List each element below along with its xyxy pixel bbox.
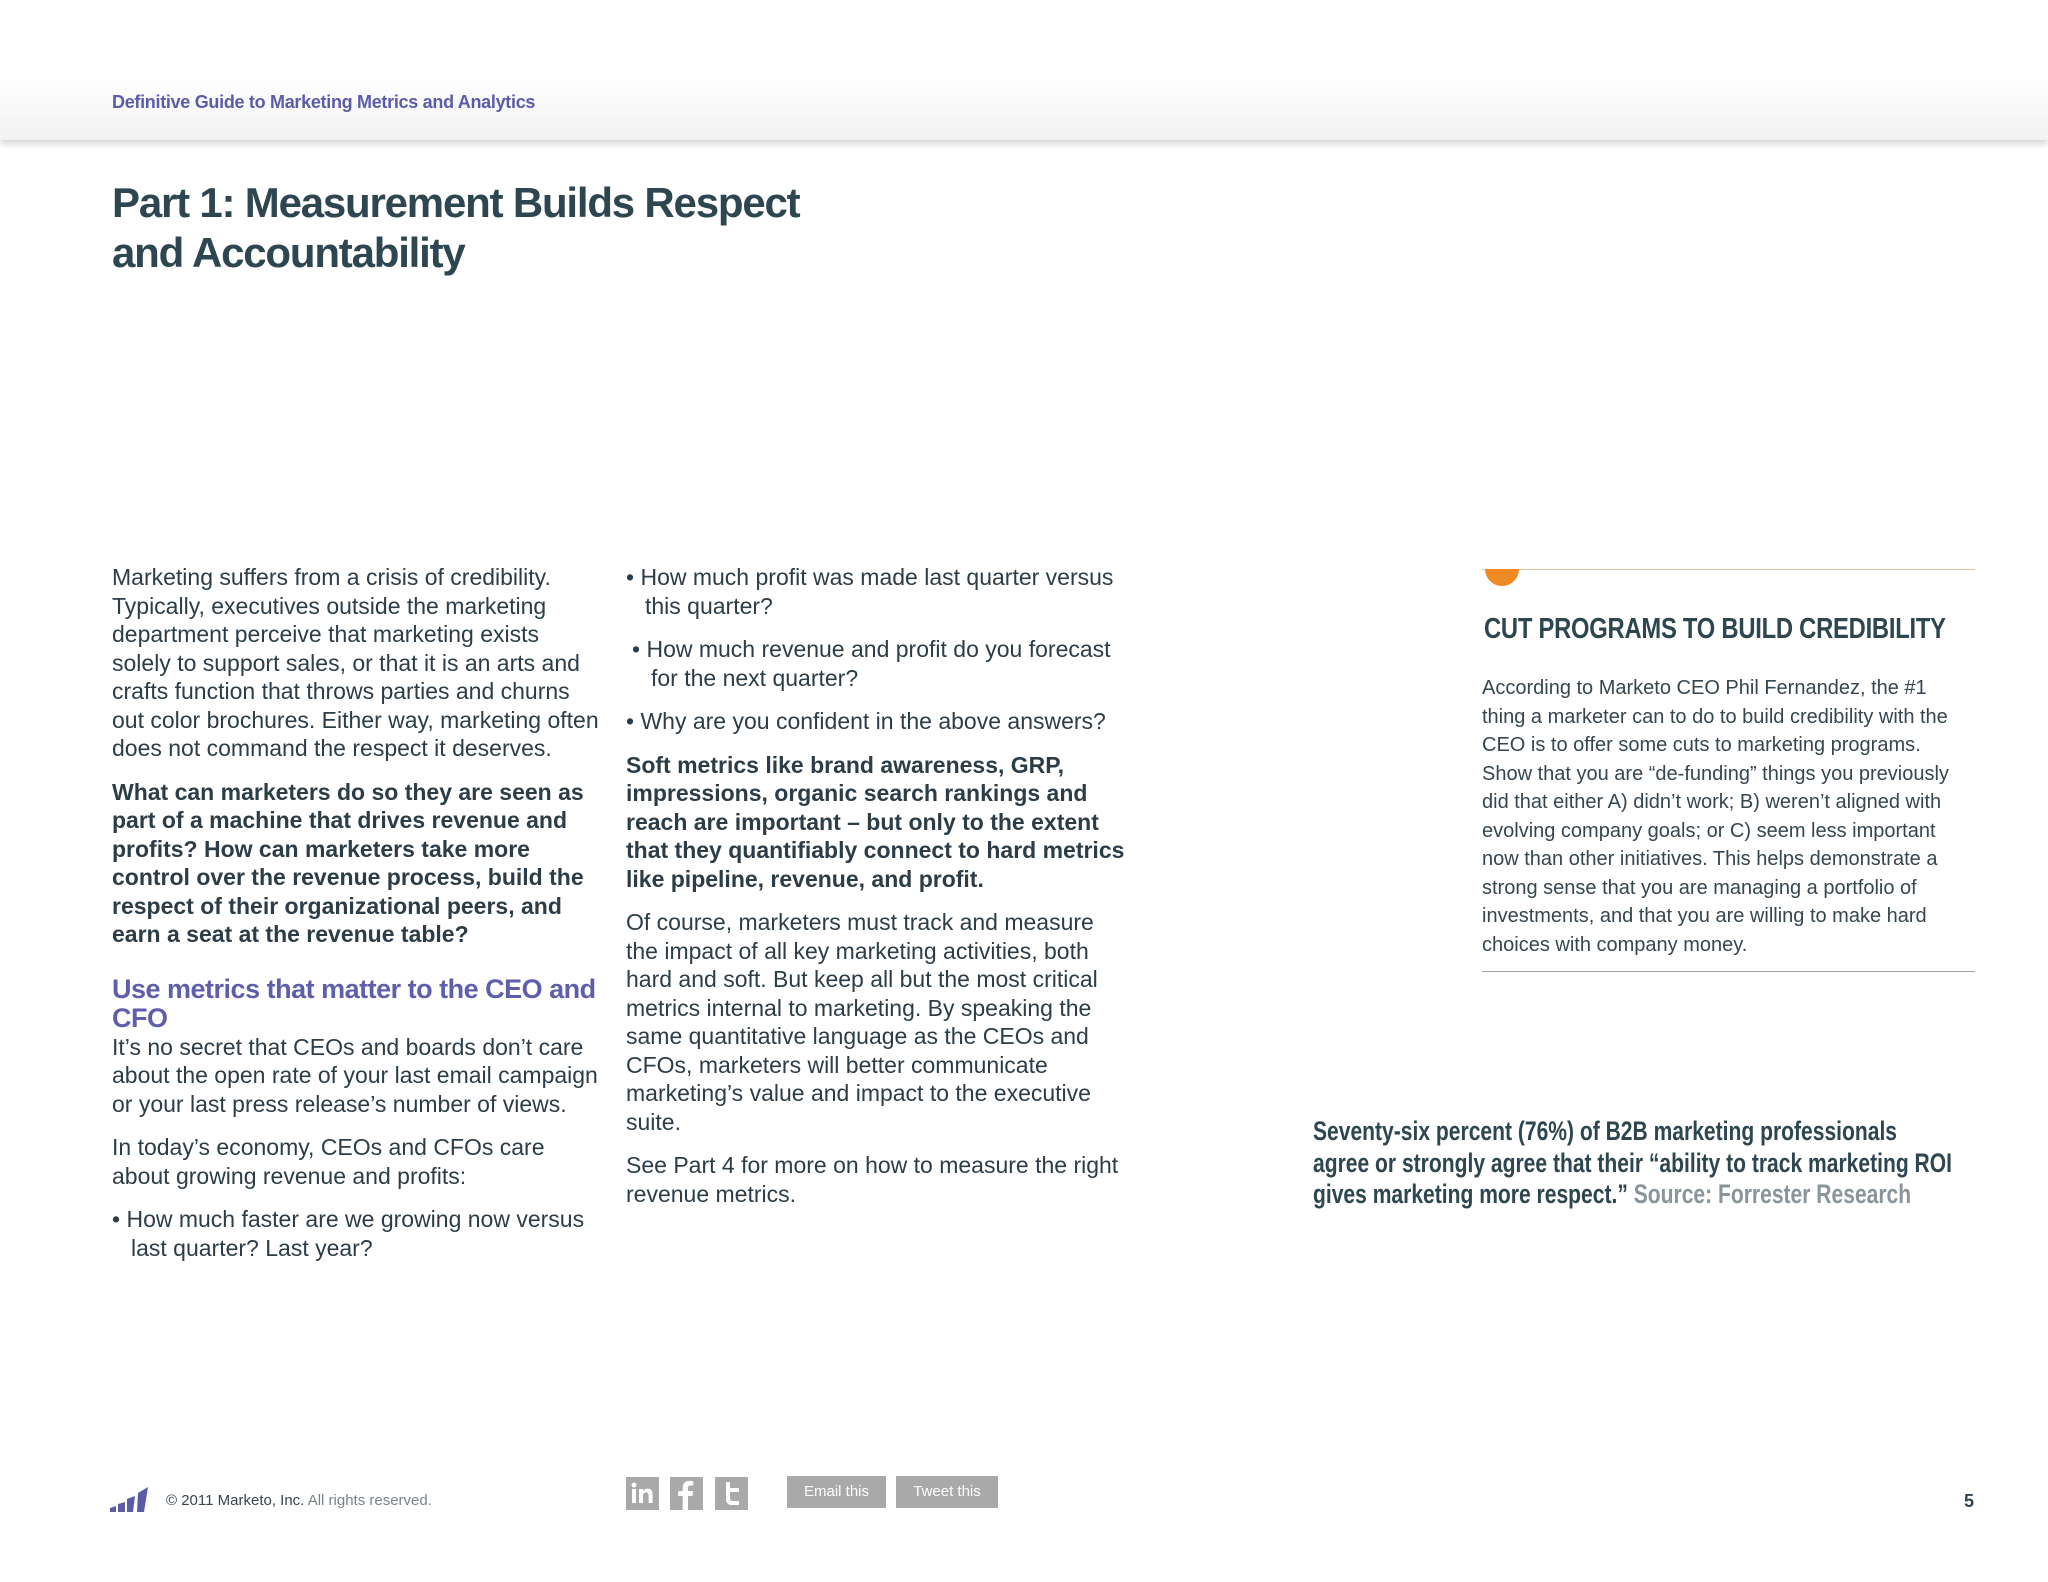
page-number: 5 [1964, 1491, 1975, 1511]
bullet-item: • How much faster are we growing now versus last quarter? Last year? [112, 1206, 585, 1261]
intro-paragraph: Marketing suffers from a crisis of credibility. Typically, executives outside the marketing department perceive that marketing exists solely to support sales, or that it is an arts and crafts function that throws parties and churns out color brochures. Either way, marketing often does not command the respect it deserves. [112, 564, 599, 761]
page-title [112, 178, 912, 278]
marketo-logo-icon [110, 1487, 150, 1517]
question-paragraph: What can marketers do so they are seen as part of a machine that drives revenue and profits? How can marketers take more control over the revenue process, build the respect of their organizational peers, and earn a seat at the revenue table? [112, 778, 584, 947]
bullet-item: • Why are you confident in the above answers? [626, 708, 1106, 734]
document-title: Definitive Guide to Marketing Metrics and Analytics [112, 92, 536, 112]
twitter-icon[interactable] [715, 1477, 748, 1510]
header-band [0, 0, 2048, 140]
tweet-this-button[interactable]: Tweet this [896, 1476, 998, 1508]
bullet-text: How much profit was made last quarter versus this quarter? [640, 564, 1114, 619]
bullet-item: • How much profit was made last quarter versus this quarter? [626, 564, 1114, 619]
page-title-line-2: and Accountability [112, 229, 465, 276]
statistic-source: Source: Forrester Research [1633, 1179, 1912, 1209]
sidebar-title: CUT PROGRAMS TO BUILD CREDIBILITY [1484, 613, 1946, 645]
ceo-paragraph: It’s no secret that CEOs and boards don’t care about the open rate of your last email campaign or your last press release’s number of views. [112, 1033, 598, 1117]
statistic-quote [1313, 1116, 1953, 1211]
accent-dot-icon [1485, 569, 1519, 586]
linkedin-icon[interactable] [626, 1477, 659, 1510]
rights-text: All rights reserved. [307, 1492, 432, 1509]
economy-paragraph: In today’s economy, CEOs and CFOs care about growing revenue and profits: [112, 1134, 545, 1189]
facebook-icon[interactable] [670, 1477, 703, 1510]
bullet-item: • How much revenue and profit do you forecast for the next quarter? [632, 636, 1111, 691]
section-subhead: Use metrics that matter to the CEO and CFO [112, 973, 596, 1033]
sidebar-callout [1482, 569, 1975, 972]
bullet-text: Why are you confident in the above answers? [640, 708, 1106, 734]
column-middle [626, 563, 1126, 1223]
soft-metrics-paragraph: Soft metrics like brand awareness, GRP, impressions, organic search rankings and reach are important – but only to the extent that they quantifiably connect to hard metrics like pipeline, revenue, and profit. [626, 751, 1125, 892]
statistic-text: Seventy-six percent (76%) of B2B marketing professionals agree or strongly agree that their “ability to track marketing ROI gives marketing more respect.” [1313, 1116, 1952, 1209]
page-title-line-1: Part 1: Measurement Builds Respect [112, 179, 800, 226]
copyright-text: © 2011 Marketo, Inc. [166, 1492, 305, 1509]
bullet-text: How much revenue and profit do you forecast for the next quarter? [646, 636, 1111, 691]
copyright [166, 1492, 432, 1509]
bullet-text: How much faster are we growing now versus last quarter? Last year? [126, 1206, 585, 1261]
see-part-4-paragraph: See Part 4 for more on how to measure the right revenue metrics. [626, 1152, 1119, 1207]
track-paragraph: Of course, marketers must track and measure the impact of all key marketing activities, both hard and soft. But keep all but the most critical metrics internal to marketing. By speaking the same quantitative language as the CEOs and CFOs, marketers will better communicate marketing’s value and impact to the executive suite. [626, 909, 1098, 1135]
sidebar-body: According to Marketo CEO Phil Fernandez, the #1 thing a marketer can to do to build credibility with the CEO is to offer some cuts to marketing programs. Show that you are “de-funding” things you previously did that either A) didn’t work; B) weren’t aligned with evolving company goals; or C) seem less important now than other initiatives. This helps demonstrate a strong sense that you are managing a portfolio of investments, and that you are willing to make hard choices with company money. [1482, 677, 1949, 956]
column-left [112, 563, 602, 1277]
email-this-button[interactable]: Email this [787, 1476, 886, 1508]
